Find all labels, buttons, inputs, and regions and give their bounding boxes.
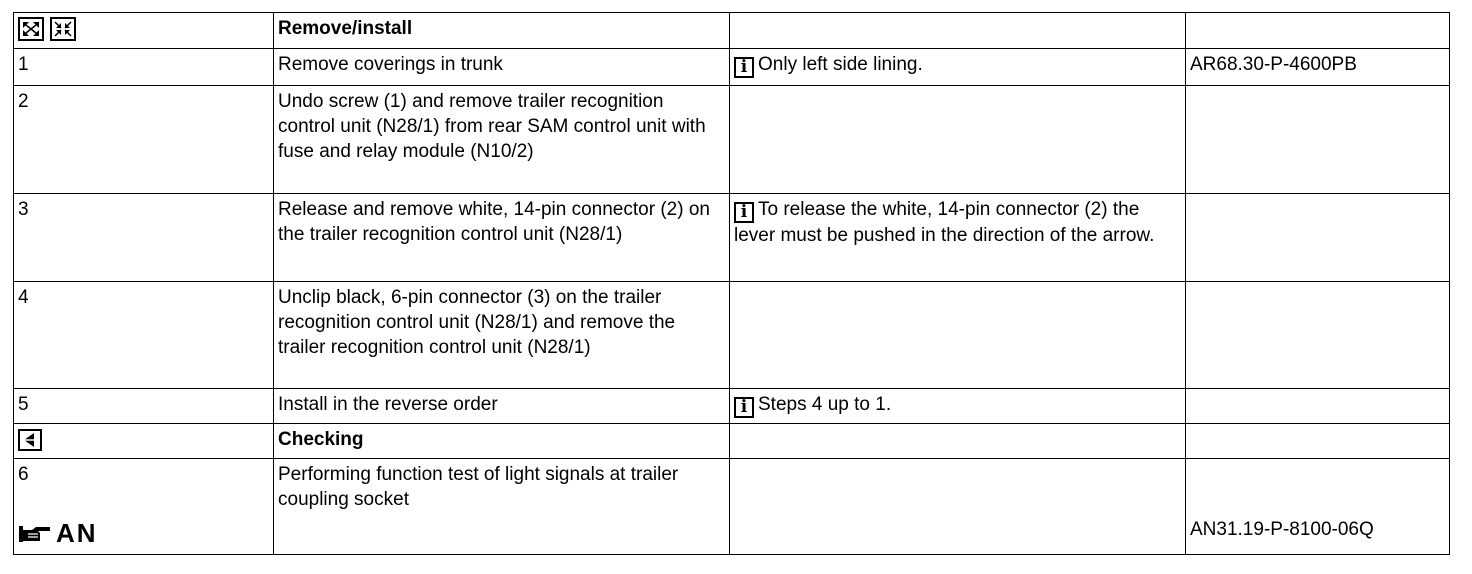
pointing-hand-icon <box>18 524 52 544</box>
an-reference-link[interactable] <box>18 518 98 548</box>
header-icon-cell <box>14 13 274 49</box>
step-note <box>730 282 1186 389</box>
header-empty-cell <box>1186 13 1450 49</box>
info-icon: i <box>734 397 754 418</box>
table-row <box>14 459 1450 555</box>
reference-cell <box>1186 194 1450 282</box>
step-text: Performing function test of light signals at trailer coupling socket <box>274 459 730 555</box>
back-arrow-icon[interactable] <box>18 429 42 451</box>
step-number: 4 <box>14 282 274 389</box>
reference-cell <box>1186 459 1450 555</box>
step-note <box>730 459 1186 555</box>
step-number-cell <box>14 459 274 555</box>
reference-link[interactable]: AN31.19-P-8100-06Q <box>1190 519 1374 540</box>
table-row <box>14 86 1450 194</box>
reference-cell <box>1186 86 1450 194</box>
note-text: To release the white, 14-pin connector (2) the lever must be pushed in the direction of the arrow. <box>734 199 1155 246</box>
table-row <box>14 49 1450 86</box>
checking-empty-cell <box>1186 424 1450 459</box>
step-note <box>730 86 1186 194</box>
step-text: Undo screw (1) and remove trailer recognition control unit (N28/1) from rear SAM control unit with fuse and relay module (N10/2) <box>274 86 730 194</box>
step-number: 3 <box>14 194 274 282</box>
reference-link[interactable]: AR68.30-P-4600PB <box>1186 49 1450 86</box>
step-number: 5 <box>14 389 274 424</box>
step-text: Install in the reverse order <box>274 389 730 424</box>
step-note <box>730 49 1186 86</box>
table-row <box>14 194 1450 282</box>
checking-empty-cell <box>730 424 1186 459</box>
reference-cell <box>1186 389 1450 424</box>
header-empty-cell <box>730 13 1186 49</box>
procedure-table <box>13 12 1450 555</box>
step-number: 1 <box>14 49 274 86</box>
step-text: Release and remove white, 14-pin connector (2) on the trailer recognition control unit (N28/1) <box>274 194 730 282</box>
checking-row <box>14 424 1450 459</box>
checking-title: Checking <box>274 424 730 459</box>
expand-icon[interactable] <box>18 17 44 41</box>
header-title: Remove/install <box>274 13 730 49</box>
step-number: 2 <box>14 86 274 194</box>
reference-cell <box>1186 282 1450 389</box>
note-text: Only left side lining. <box>758 54 923 75</box>
step-note <box>730 389 1186 424</box>
collapse-icon[interactable] <box>50 17 76 41</box>
step-number: 6 <box>18 464 29 485</box>
step-note <box>730 194 1186 282</box>
step-text: Unclip black, 6-pin connector (3) on the trailer recognition control unit (N28/1) and remove the trailer recognition control unit (N28/1) <box>274 282 730 389</box>
info-icon: i <box>734 57 754 78</box>
note-text: Steps 4 up to 1. <box>758 394 892 415</box>
step-text: Remove coverings in trunk <box>274 49 730 86</box>
header-row <box>14 13 1450 49</box>
checking-icon-cell <box>14 424 274 459</box>
info-icon: i <box>734 202 754 223</box>
table-row <box>14 282 1450 389</box>
table-row <box>14 389 1450 424</box>
an-label: AN <box>56 518 98 548</box>
